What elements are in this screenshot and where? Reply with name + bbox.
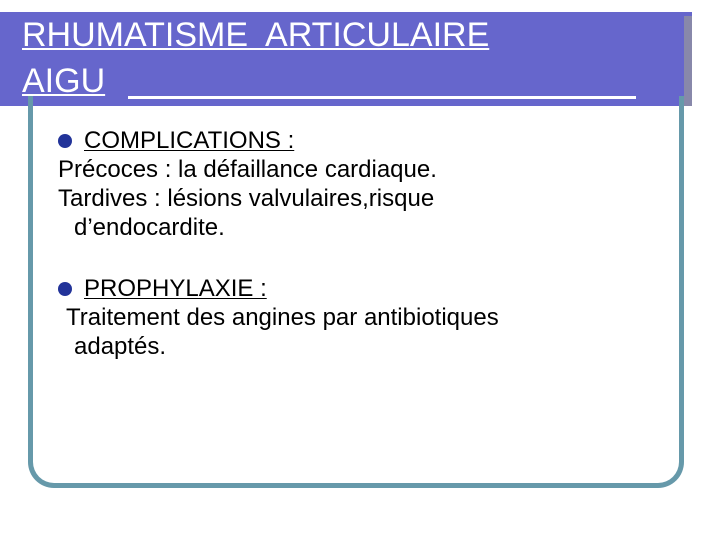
bullet-complications	[58, 126, 678, 155]
title-shadow	[684, 16, 692, 106]
title-line-1: RHUMATISME ARTICULAIRE	[22, 16, 490, 54]
text-line-precoces: Précoces : la défaillance cardiaque.	[58, 156, 437, 183]
text-line-tardives: Tardives : lésions valvulaires,risque	[58, 185, 435, 212]
title-line-2: AIGU	[22, 62, 106, 100]
slide-body	[58, 126, 678, 361]
title-underline-rule	[128, 96, 636, 99]
bullet-prophylaxie	[58, 274, 678, 303]
section-heading-prophylaxie: PROPHYLAXIE :	[84, 275, 267, 302]
text-line-endocardite: d’endocardite.	[74, 214, 225, 241]
section-heading-complications: COMPLICATIONS :	[84, 127, 295, 154]
section-gap	[58, 242, 678, 274]
text-line-adaptes: adaptés.	[74, 333, 167, 360]
bullet-dot-icon	[58, 134, 72, 148]
text-line-traitement: Traitement des angines par antibiotiques	[66, 304, 499, 331]
slide-title	[22, 12, 642, 104]
bullet-dot-icon	[58, 282, 72, 296]
